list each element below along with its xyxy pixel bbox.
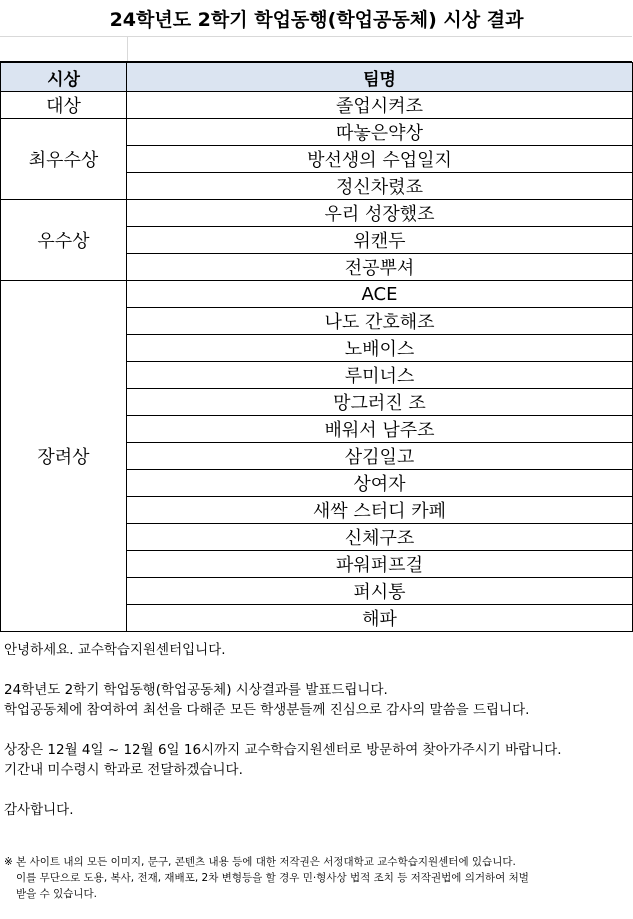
- team-cell: 상여자: [127, 470, 633, 497]
- notice: [4, 640, 629, 820]
- notice-greeting: 안녕하세요. 교수학습지원센터입니다.: [4, 642, 226, 658]
- award-cell: 대상: [0, 92, 127, 119]
- team-cell: 새싹 스터디 카페: [127, 497, 633, 524]
- team-cell: 해파: [127, 605, 633, 632]
- award-cell: 우수상: [0, 200, 127, 281]
- team-cell: 우리 성장했조: [127, 200, 633, 227]
- award-table: [0, 62, 633, 632]
- copyright-line: ※ 본 사이트 내의 모든 이미지, 문구, 콘텐츠 내용 등에 대한 저작권은 서정대학교 교수학습지원센터에 있습니다.: [4, 856, 516, 868]
- team-cell: 신체구조: [127, 524, 633, 551]
- header-award: 시상: [0, 62, 127, 92]
- empty-row: [0, 36, 632, 62]
- header-team: 팀명: [127, 62, 633, 92]
- page-title: 24학년도 2학기 학업동행(학업공동체) 시상 결과: [109, 8, 524, 31]
- copyright-line: 받을 수 있습니다.: [16, 888, 98, 900]
- team-cell: 정신차렸죠: [127, 173, 633, 200]
- copyright-notice: [4, 854, 624, 902]
- copyright-line: 이를 무단으로 도용, 복사, 전재, 재배포, 2차 변형등을 할 경우 민·형사상 법적 조치 등 저작권법에 의거하여 처벌: [16, 872, 529, 884]
- team-cell: 나도 간호해조: [127, 308, 633, 335]
- team-cell: 삼김일고: [127, 443, 633, 470]
- team-cell: 방선생의 수업일지: [127, 146, 633, 173]
- team-cell: 배워서 남주조: [127, 416, 633, 443]
- notice-line: 학업공동체에 참여하여 최선을 다해준 모든 학생분들께 진심으로 감사의 말씀을 드립니다.: [4, 702, 530, 718]
- notice-line: 24학년도 2학기 학업동행(학업공동체) 시상결과를 발표드립니다.: [4, 682, 388, 698]
- team-cell: 노배이스: [127, 335, 633, 362]
- award-cell: 장려상: [0, 281, 127, 632]
- team-cell: 루미너스: [127, 362, 633, 389]
- team-cell: 졸업시켜조: [127, 92, 633, 119]
- team-cell: 파워퍼프걸: [127, 551, 633, 578]
- team-cell: 퍼시통: [127, 578, 633, 605]
- team-cell: ACE: [127, 281, 633, 308]
- team-cell: 위캔두: [127, 227, 633, 254]
- notice-line: 상장은 12월 4일 ~ 12월 6일 16시까지 교수학습지원센터로 방문하여 찾아가주시기 바랍니다.: [4, 742, 562, 758]
- team-cell: 망그러진 조: [127, 389, 633, 416]
- award-cell: 최우수상: [0, 119, 127, 200]
- notice-line: 기간내 미수령시 학과로 전달하겠습니다.: [4, 762, 243, 778]
- team-cell: 따놓은약상: [127, 119, 633, 146]
- team-cell: 전공뿌셔: [127, 254, 633, 281]
- notice-thanks: 감사합니다.: [4, 802, 74, 818]
